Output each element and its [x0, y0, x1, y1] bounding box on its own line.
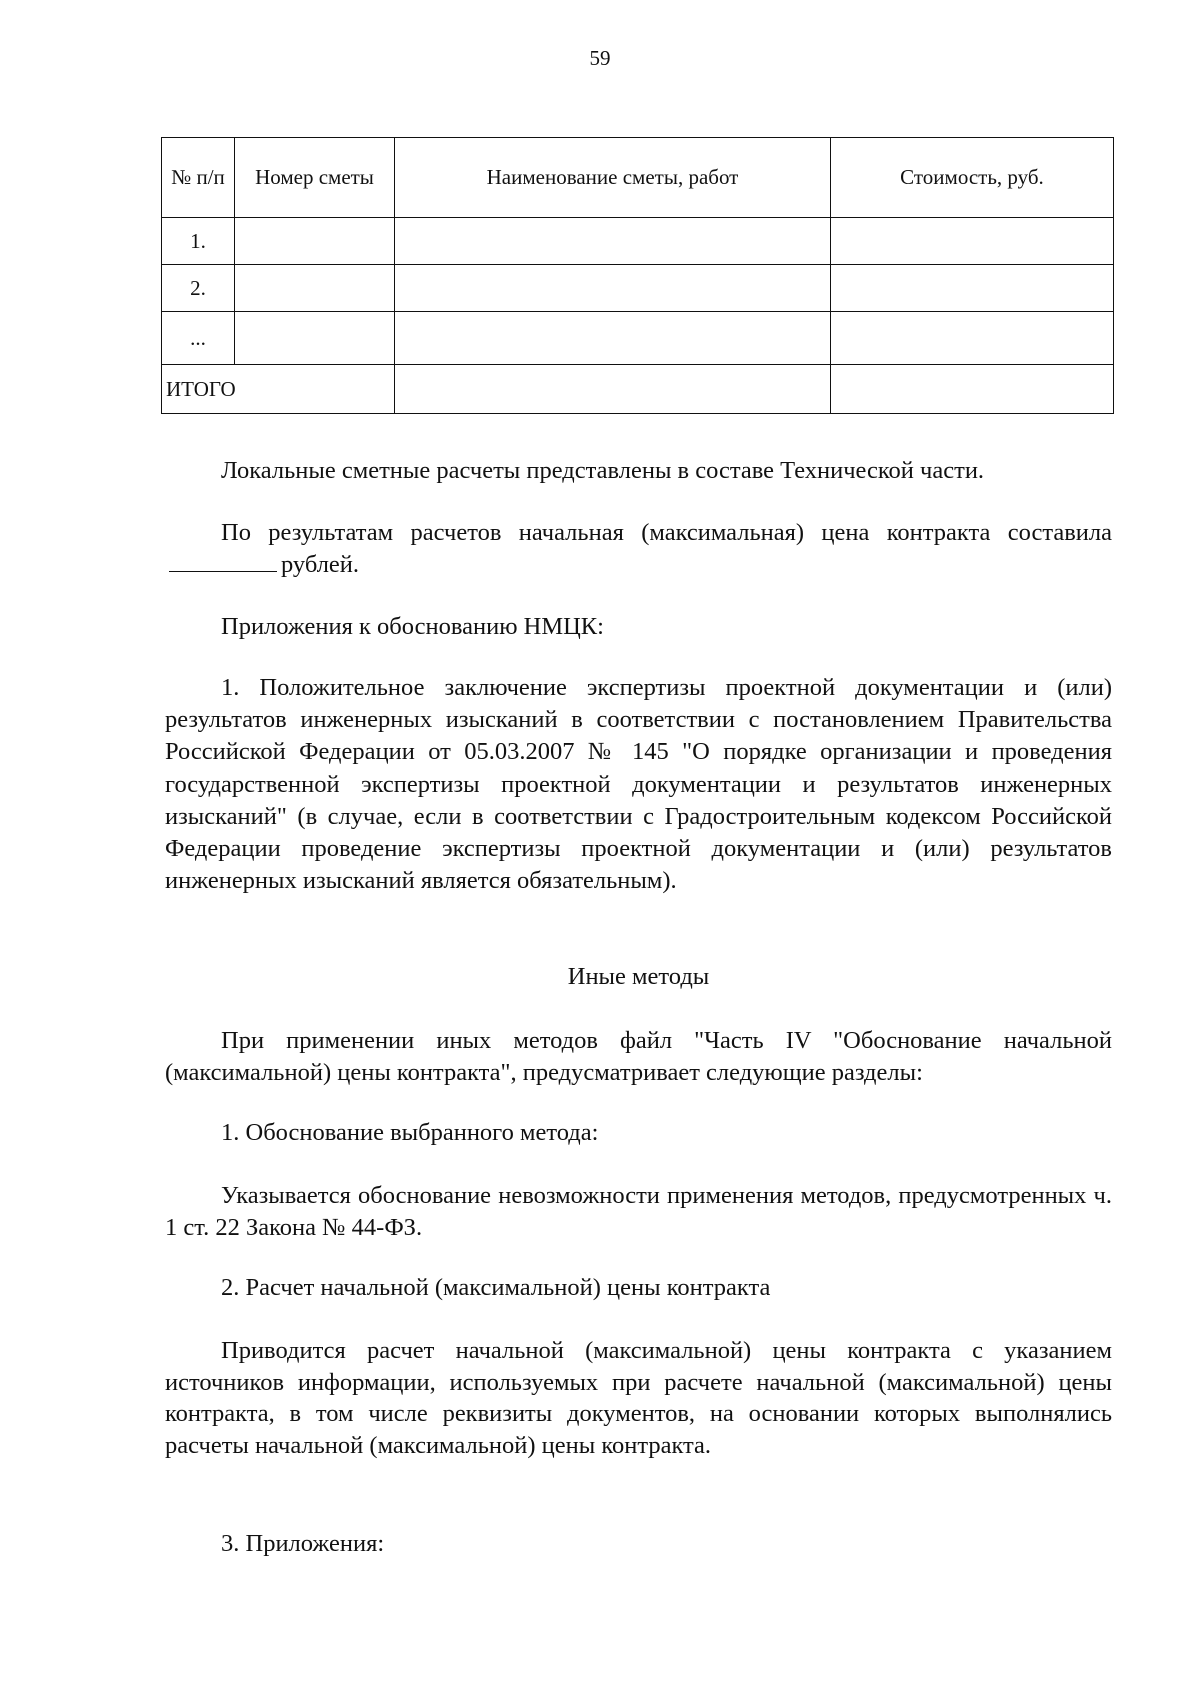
- other-methods-intro: При применении иных методов файл "Часть IV "Обоснование начальной (максимальной) цены контракта", предусматривает следующие разделы:: [165, 1027, 1112, 1086]
- estimate-name-cell: [395, 265, 831, 312]
- other-methods-heading: Иные методы: [567, 963, 710, 990]
- section-2-title: 2. Расчет начальной (максимальной) цены контракта: [221, 1274, 771, 1301]
- estimate-name-cell: [395, 218, 831, 265]
- section-1-title: 1. Обоснование выбранного метода:: [221, 1119, 599, 1146]
- local-estimates-paragraph: Локальные сметные расчеты представлены в составе Технической части.: [221, 457, 985, 484]
- cost-cell: [831, 312, 1114, 365]
- table-row: [162, 312, 1114, 365]
- results-text-before: По результатам расчетов начальная (максимальная) цена контракта составила: [221, 519, 1112, 546]
- estimate-name-cell: [395, 312, 831, 365]
- total-name-cell: [395, 365, 831, 414]
- cost-cell: [831, 218, 1114, 265]
- estimates-table: [161, 137, 1114, 414]
- row-number-cell: 1.: [162, 218, 235, 265]
- estimate-number-cell: [235, 312, 395, 365]
- results-paragraph: [165, 517, 1112, 581]
- total-label: ИТОГО: [162, 365, 395, 414]
- section-3-title: 3. Приложения:: [221, 1530, 385, 1557]
- table-total-row: [162, 365, 1114, 414]
- table-header-row: [162, 138, 1114, 218]
- results-text-after: рублей.: [281, 551, 360, 578]
- section-2-text: Приводится расчет начальной (максимальной) цены контракта с указанием источников информации, используемых при расчете начальной (максимальной) цены контракта, в том числе реквизиты документов, на основании которых выполнялись расчеты начальной (максимальной) цены контракта.: [165, 1337, 1112, 1459]
- row-number-cell: ...: [162, 312, 235, 365]
- appendix-item-1: 1. Положительное заключение экспертизы проектной документации и (или) результатов инженерных изысканий в соответствии с постановлением Правительства Российской Федерации от 05.03.2007 № 145 "О порядке организации и проведения государственной экспертизы проектной документации и результатов инженерных изысканий" (в случае, если в соответствии с Градостроительным кодексом Российской Федерации проведение экспертизы проектной документации и (или) результатов инженерных изысканий является обязательным).: [165, 674, 1112, 895]
- estimate-number-cell: [235, 218, 395, 265]
- cost-cell: [831, 265, 1114, 312]
- table-row: [162, 265, 1114, 312]
- table-row: [162, 218, 1114, 265]
- page-number: 59: [589, 46, 611, 70]
- estimate-number-cell: [235, 265, 395, 312]
- appendices-intro: Приложения к обоснованию НМЦК:: [221, 613, 604, 640]
- header-estimate-number: Номер сметы: [235, 138, 395, 218]
- row-number-cell: 2.: [162, 265, 235, 312]
- header-estimate-name: Наименование сметы, работ: [395, 138, 831, 218]
- header-row-number: № п/п: [162, 138, 235, 218]
- header-cost: Стоимость, руб.: [831, 138, 1114, 218]
- price-blank-line: [169, 551, 277, 572]
- total-cost-cell: [831, 365, 1114, 414]
- section-1-text: Указывается обоснование невозможности применения методов, предусмотренных ч. 1 ст. 22 Закона № 44-ФЗ.: [165, 1182, 1112, 1241]
